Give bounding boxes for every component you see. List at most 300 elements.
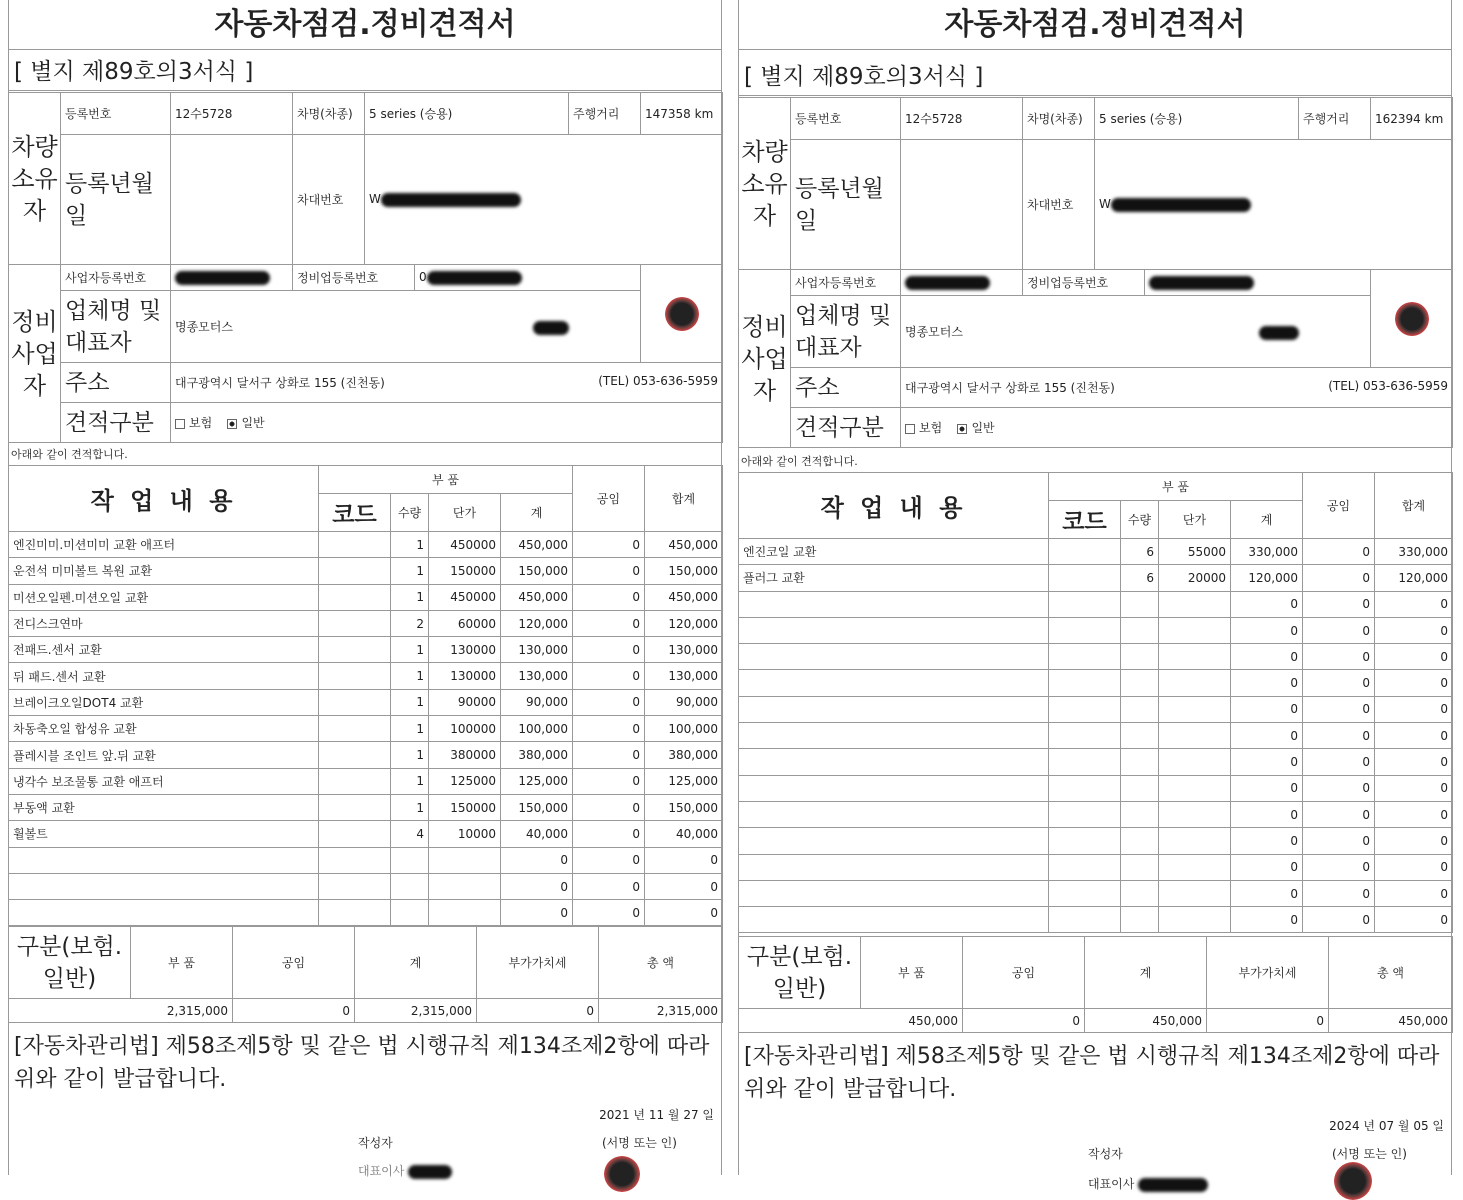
repair-reg-label: 정비업등록번호 (293, 265, 415, 291)
summary-total: 2,315,000 (599, 999, 723, 1023)
cell-sum: 0 (1231, 723, 1303, 749)
cell-unit (1159, 854, 1231, 880)
cell-code (319, 742, 391, 768)
cell-total: 150,000 (645, 794, 723, 820)
work-table (8, 465, 723, 926)
cell-unit (1159, 696, 1231, 722)
cell-unit: 55000 (1159, 539, 1231, 565)
cell-qty: 1 (391, 637, 429, 663)
cell-code (319, 689, 391, 715)
document-title: 자동차점검.정비견적서 (738, 0, 1452, 50)
summary-parts-label: 부 품 (131, 927, 233, 999)
cell-total: 0 (1375, 617, 1453, 643)
cell-labor: 0 (573, 689, 645, 715)
writer-label: 작성자 (358, 1136, 393, 1150)
cell-code (319, 873, 391, 899)
parts-header: 부 품 (1049, 473, 1303, 501)
cell-unit (1159, 749, 1231, 775)
general-checkbox[interactable] (957, 424, 967, 434)
cell-code (1049, 696, 1121, 722)
cell-work (739, 696, 1049, 722)
cell-work: 브레이크오일DOT4 교환 (9, 689, 319, 715)
legal-text: [자동차관리법] 제58조제5항 및 같은 법 시행규칙 제134조제2항에 따라 위와 같이 발급합니다. (744, 1044, 1440, 1102)
tel: (TEL) 053-636-5959 (598, 374, 718, 388)
cell-sum: 150,000 (501, 558, 573, 584)
cell-sum: 120,000 (501, 610, 573, 636)
cell-qty: 1 (391, 584, 429, 610)
cell-unit: 10000 (429, 821, 501, 847)
estimate-type-value: 보험 일반 (901, 408, 1453, 448)
parts-header: 부 품 (319, 466, 573, 494)
cell-total: 40,000 (645, 821, 723, 847)
table-row (739, 565, 1453, 591)
cell-sum: 0 (1231, 828, 1303, 854)
cell-labor: 0 (1303, 644, 1375, 670)
cell-labor: 0 (1303, 723, 1375, 749)
summary-total-label: 총 액 (1329, 937, 1453, 1009)
cell-labor: 0 (1303, 801, 1375, 827)
cell-labor: 0 (573, 847, 645, 873)
cell-qty: 6 (1121, 565, 1159, 591)
cell-sum: 130,000 (501, 637, 573, 663)
cell-labor: 0 (573, 873, 645, 899)
cell-labor: 0 (1303, 749, 1375, 775)
cell-code (319, 900, 391, 926)
cell-code (1049, 801, 1121, 827)
cell-unit (1159, 644, 1231, 670)
cell-total: 380,000 (645, 742, 723, 768)
summary-table (738, 936, 1453, 1033)
address-label: 주소 (61, 363, 171, 403)
cell-sum: 380,000 (501, 742, 573, 768)
cell-labor: 0 (1303, 907, 1375, 933)
cell-qty: 1 (391, 663, 429, 689)
work-rows (9, 532, 723, 926)
table-row (739, 591, 1453, 617)
cell-sum: 0 (1231, 749, 1303, 775)
work-table (738, 472, 1453, 933)
cell-sum: 0 (501, 847, 573, 873)
cell-work (9, 847, 319, 873)
estimate-document-2024 (738, 0, 1452, 1200)
cell-total: 0 (1375, 880, 1453, 906)
summary-label: 구분(보험.일반) (739, 937, 861, 1009)
table-row (9, 821, 723, 847)
cell-qty (1121, 749, 1159, 775)
cell-code (319, 716, 391, 742)
seal-stamp (1395, 302, 1429, 336)
summary-labor-label: 공임 (963, 937, 1085, 1009)
vin-label: 차대번호 (1023, 140, 1095, 270)
cell-qty: 1 (391, 768, 429, 794)
cell-qty (1121, 880, 1159, 906)
cell-sum: 0 (1231, 644, 1303, 670)
shop-info-table (738, 269, 1453, 448)
repair-reg-label: 정비업등록번호 (1023, 270, 1145, 296)
insurance-checkbox[interactable] (175, 419, 185, 429)
cell-labor: 0 (1303, 565, 1375, 591)
cell-work (739, 617, 1049, 643)
cell-unit (1159, 670, 1231, 696)
summary-sum: 450,000 (1085, 1009, 1207, 1033)
cell-qty (1121, 617, 1159, 643)
cell-qty (1121, 854, 1159, 880)
cell-code (319, 768, 391, 794)
cell-sum: 125,000 (501, 768, 573, 794)
table-row (739, 880, 1453, 906)
cell-labor: 0 (1303, 670, 1375, 696)
work-rows (739, 539, 1453, 933)
cell-total: 0 (645, 873, 723, 899)
biz-reg-value (171, 265, 293, 291)
summary-sum: 2,315,000 (355, 999, 477, 1023)
table-row (739, 854, 1453, 880)
cell-sum: 0 (1231, 880, 1303, 906)
table-row (739, 749, 1453, 775)
cell-work: 플레시블 조인트 앞.뒤 교환 (9, 742, 319, 768)
cell-work (739, 880, 1049, 906)
table-row (9, 558, 723, 584)
code-header: 코드 (319, 494, 391, 532)
cell-unit: 380000 (429, 742, 501, 768)
form-number: [ 별지 제89호의3서식 ] (738, 56, 1452, 96)
car-name-value: 5 series (승용) (1095, 98, 1299, 140)
cell-qty (1121, 644, 1159, 670)
estimate-document-2021 (8, 0, 722, 1200)
estimate-type-label: 견적구분 (791, 408, 901, 448)
cell-work: 플러그 교환 (739, 565, 1049, 591)
cell-total: 100,000 (645, 716, 723, 742)
reg-date-value (901, 140, 1023, 270)
intro-text: 아래와 같이 견적합니다. (741, 455, 858, 468)
shop-info-table (8, 264, 723, 443)
table-row (9, 610, 723, 636)
company-seal (1371, 270, 1453, 368)
document-title: 자동차점검.정비견적서 (8, 0, 722, 50)
cell-total: 0 (1375, 801, 1453, 827)
cell-qty (1121, 723, 1159, 749)
cell-work: 휠볼트 (9, 821, 319, 847)
cell-labor: 0 (573, 610, 645, 636)
cell-work (739, 591, 1049, 617)
cell-sum: 0 (1231, 907, 1303, 933)
summary-vat-label: 부가가치세 (477, 927, 599, 999)
summary-parts: 2,315,000 (9, 999, 233, 1023)
summary-sum-label: 계 (1085, 937, 1207, 1009)
cell-qty (391, 873, 429, 899)
cell-qty: 1 (391, 532, 429, 558)
table-row (739, 801, 1453, 827)
cell-work: 부동액 교환 (9, 794, 319, 820)
summary-labor: 0 (963, 1009, 1085, 1033)
cell-code (319, 532, 391, 558)
labor-header: 공임 (1303, 473, 1375, 539)
cell-code (1049, 644, 1121, 670)
cell-code (319, 663, 391, 689)
vin-label: 차대번호 (293, 135, 365, 265)
owner-label: 차량소유자 (739, 98, 791, 270)
summary-sum-label: 계 (355, 927, 477, 999)
cell-work: 엔진코일 교환 (739, 539, 1049, 565)
cell-total: 90,000 (645, 689, 723, 715)
company-label: 업체명 및 대표자 (791, 296, 901, 368)
cell-total: 0 (1375, 828, 1453, 854)
cell-unit: 130000 (429, 663, 501, 689)
table-row (9, 584, 723, 610)
car-name-value: 5 series (승용) (365, 93, 569, 135)
cell-code (319, 584, 391, 610)
summary-vat: 0 (477, 999, 599, 1023)
cell-work (739, 907, 1049, 933)
cell-sum: 0 (501, 873, 573, 899)
cell-sum: 90,000 (501, 689, 573, 715)
insurance-checkbox[interactable] (905, 424, 915, 434)
unit-header: 단가 (429, 494, 501, 532)
cell-work (739, 854, 1049, 880)
cell-work: 차동축오일 합성유 교환 (9, 716, 319, 742)
cell-code (1049, 670, 1121, 696)
cell-labor: 0 (573, 584, 645, 610)
cell-unit (429, 873, 501, 899)
reg-date-label: 등록년월일 (791, 140, 901, 270)
cell-code (319, 637, 391, 663)
cell-qty (1121, 775, 1159, 801)
cell-work (739, 670, 1049, 696)
company-label: 업체명 및 대표자 (61, 291, 171, 363)
cell-total: 120,000 (1375, 565, 1453, 591)
total-header: 합계 (1375, 473, 1453, 539)
cell-sum: 0 (1231, 696, 1303, 722)
cell-unit (429, 900, 501, 926)
cell-labor: 0 (573, 532, 645, 558)
cell-work (9, 873, 319, 899)
cell-work: 뒤 패드.센서 교환 (9, 663, 319, 689)
cell-total: 150,000 (645, 558, 723, 584)
vin-value: W (365, 135, 723, 265)
cell-sum: 0 (1231, 775, 1303, 801)
signature-seal (604, 1156, 640, 1192)
cell-labor: 0 (1303, 696, 1375, 722)
cell-unit (1159, 907, 1231, 933)
cell-work: 운전석 미미볼트 복원 교환 (9, 558, 319, 584)
cell-total: 0 (645, 900, 723, 926)
cell-unit (429, 847, 501, 873)
general-checkbox[interactable] (227, 419, 237, 429)
cell-unit (1159, 828, 1231, 854)
cell-code (1049, 749, 1121, 775)
cell-code (319, 794, 391, 820)
work-header: 작 업 내 용 (739, 473, 1049, 539)
company-seal (641, 265, 723, 363)
summary-labor: 0 (233, 999, 355, 1023)
summary-parts-label: 부 품 (861, 937, 963, 1009)
cell-code (1049, 775, 1121, 801)
redaction-mark (1149, 276, 1254, 290)
cell-qty (1121, 696, 1159, 722)
cell-unit: 100000 (429, 716, 501, 742)
cell-unit: 450000 (429, 584, 501, 610)
table-row (739, 907, 1453, 933)
cell-sum: 40,000 (501, 821, 573, 847)
intro-text: 아래와 같이 견적합니다. (11, 448, 128, 461)
cell-unit (1159, 617, 1231, 643)
cell-unit: 125000 (429, 768, 501, 794)
summary-parts: 450,000 (739, 1009, 963, 1033)
estimate-type-label: 견적구분 (61, 403, 171, 443)
cell-sum: 0 (1231, 591, 1303, 617)
cell-qty: 2 (391, 610, 429, 636)
cell-labor: 0 (573, 821, 645, 847)
redaction-mark (175, 271, 270, 285)
cell-labor: 0 (573, 742, 645, 768)
cell-labor: 0 (573, 716, 645, 742)
repair-reg-value: 0 (415, 265, 641, 291)
cell-code (319, 847, 391, 873)
summary-vat: 0 (1207, 1009, 1329, 1033)
cell-unit: 150000 (429, 794, 501, 820)
cell-sum: 120,000 (1231, 565, 1303, 591)
cell-total: 0 (1375, 723, 1453, 749)
cell-code (1049, 907, 1121, 933)
table-row (739, 670, 1453, 696)
cell-labor: 0 (1303, 854, 1375, 880)
cell-sum: 0 (1231, 670, 1303, 696)
cell-work: 전패드.센서 교환 (9, 637, 319, 663)
cell-total: 130,000 (645, 637, 723, 663)
cell-total: 450,000 (645, 584, 723, 610)
repair-reg-value (1145, 270, 1371, 296)
table-row (9, 716, 723, 742)
address-value: 대구광역시 달서구 상화로 155 (진천동) (TEL) 053-636-5959 (901, 368, 1453, 408)
form-number: [ 별지 제89호의3서식 ] (8, 51, 722, 91)
cell-labor: 0 (573, 768, 645, 794)
sign-label: (서명 또는 인) (602, 1136, 677, 1150)
cell-sum: 0 (501, 900, 573, 926)
cell-qty (1121, 801, 1159, 827)
cell-work (739, 775, 1049, 801)
mileage-label: 주행거리 (569, 93, 641, 135)
cell-labor: 0 (573, 663, 645, 689)
redaction-mark (905, 276, 990, 290)
cell-qty (1121, 907, 1159, 933)
signature-seal (1334, 1162, 1372, 1200)
shop-label: 정비사업자 (739, 270, 791, 448)
table-row (739, 723, 1453, 749)
code-header: 코드 (1049, 501, 1121, 539)
redaction-mark (1138, 1178, 1208, 1192)
issue-date: 2021 년 11 월 27 일 (599, 1108, 714, 1122)
tel: (TEL) 053-636-5959 (1328, 379, 1448, 393)
shop-label: 정비사업자 (9, 265, 61, 443)
company-value: 명종모터스 (171, 291, 641, 363)
work-header: 작 업 내 용 (9, 466, 319, 532)
cell-code (1049, 565, 1121, 591)
cell-labor: 0 (1303, 591, 1375, 617)
cell-sum: 0 (1231, 801, 1303, 827)
cell-work (739, 828, 1049, 854)
table-row (9, 847, 723, 873)
cell-unit: 60000 (429, 610, 501, 636)
cell-sum: 100,000 (501, 716, 573, 742)
cell-qty (1121, 670, 1159, 696)
cell-total: 0 (1375, 670, 1453, 696)
cell-qty: 1 (391, 716, 429, 742)
cell-total: 0 (1375, 749, 1453, 775)
cell-total: 0 (1375, 696, 1453, 722)
cell-qty: 1 (391, 689, 429, 715)
sign-label: (서명 또는 인) (1332, 1147, 1407, 1161)
table-row (739, 617, 1453, 643)
cell-work (739, 801, 1049, 827)
cell-total: 0 (645, 847, 723, 873)
cell-total: 130,000 (645, 663, 723, 689)
mileage-value: 162394 km (1371, 98, 1453, 140)
reg-date-label: 등록년월일 (61, 135, 171, 265)
cell-qty: 1 (391, 558, 429, 584)
rep-label: 대표이사 (1088, 1175, 1208, 1192)
cell-sum: 330,000 (1231, 539, 1303, 565)
table-row (739, 696, 1453, 722)
table-row (739, 539, 1453, 565)
cell-total: 0 (1375, 854, 1453, 880)
table-row (9, 663, 723, 689)
cell-total: 0 (1375, 907, 1453, 933)
qty-header: 수량 (1121, 501, 1159, 539)
cell-labor: 0 (1303, 775, 1375, 801)
cell-sum: 450,000 (501, 532, 573, 558)
cell-work (9, 900, 319, 926)
cell-work: 전디스크연마 (9, 610, 319, 636)
biz-reg-label: 사업자등록번호 (61, 265, 171, 291)
cell-work (739, 644, 1049, 670)
cell-labor: 0 (573, 637, 645, 663)
cell-labor: 0 (573, 794, 645, 820)
cell-labor: 0 (1303, 880, 1375, 906)
cell-total: 125,000 (645, 768, 723, 794)
reg-no-label: 등록번호 (61, 93, 171, 135)
owner-label: 차량소유자 (9, 93, 61, 265)
seal-stamp (1334, 1162, 1372, 1200)
reg-no-value: 12수5728 (901, 98, 1023, 140)
cell-work (739, 723, 1049, 749)
redaction-mark (427, 271, 522, 285)
cell-qty (391, 847, 429, 873)
table-row (739, 828, 1453, 854)
cell-labor: 0 (1303, 617, 1375, 643)
cell-qty (391, 900, 429, 926)
car-name-label: 차명(차종) (1023, 98, 1095, 140)
cell-code (319, 821, 391, 847)
cell-unit: 150000 (429, 558, 501, 584)
redaction-mark (1111, 198, 1251, 212)
estimate-type-value: 보험 일반 (171, 403, 723, 443)
cell-unit: 20000 (1159, 565, 1231, 591)
cell-unit: 90000 (429, 689, 501, 715)
cell-code (1049, 828, 1121, 854)
cell-total: 0 (1375, 775, 1453, 801)
cell-unit: 130000 (429, 637, 501, 663)
table-row (9, 900, 723, 926)
cell-unit (1159, 801, 1231, 827)
rep-label: 대표이사 (358, 1162, 452, 1179)
cell-code (319, 610, 391, 636)
summary-vat-label: 부가가치세 (1207, 937, 1329, 1009)
labor-header: 공임 (573, 466, 645, 532)
issue-date: 2024 년 07 월 05 일 (1329, 1119, 1444, 1133)
reg-date-value (171, 135, 293, 265)
writer-label: 작성자 (1088, 1147, 1123, 1161)
unit-header: 단가 (1159, 501, 1231, 539)
